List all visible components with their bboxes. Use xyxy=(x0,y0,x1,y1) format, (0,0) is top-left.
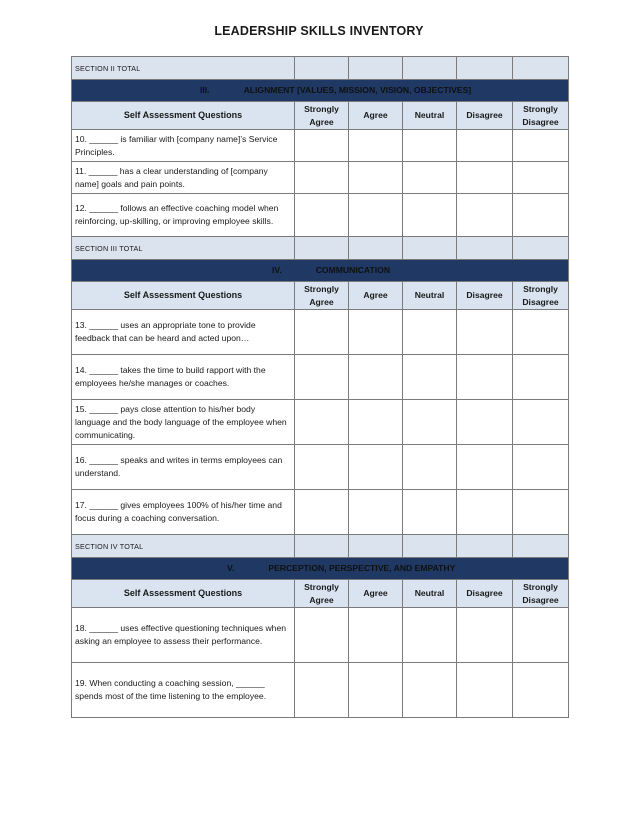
response-strongly-agree[interactable] xyxy=(295,608,349,663)
section-ii-total-row xyxy=(72,57,569,80)
response-disagree[interactable] xyxy=(457,130,513,162)
section-title: PERCEPTION, PERSPECTIVE, AND EMPATHY xyxy=(268,563,456,573)
section-title: ALIGNMENT [VALUES, MISSION, VISION, OBJECTIVES] xyxy=(243,85,472,95)
response-strongly-agree[interactable] xyxy=(295,310,349,355)
response-neutral[interactable] xyxy=(403,608,457,663)
strongly-disagree-header: Strongly Disagree xyxy=(513,282,569,310)
response-agree[interactable] xyxy=(349,162,403,194)
total-cell[interactable] xyxy=(513,535,569,558)
response-neutral[interactable] xyxy=(403,130,457,162)
total-cell[interactable] xyxy=(457,57,513,80)
response-strongly-disagree[interactable] xyxy=(513,608,569,663)
response-disagree[interactable] xyxy=(457,608,513,663)
response-neutral[interactable] xyxy=(403,194,457,237)
response-disagree[interactable] xyxy=(457,490,513,535)
response-agree[interactable] xyxy=(349,608,403,663)
response-strongly-agree[interactable] xyxy=(295,400,349,445)
response-disagree[interactable] xyxy=(457,400,513,445)
total-cell[interactable] xyxy=(295,535,349,558)
disagree-header: Disagree xyxy=(457,282,513,310)
question-text: 19. When conducting a coaching session, ______ spends most of the time listening to the employee. xyxy=(72,663,295,718)
response-strongly-agree[interactable] xyxy=(295,194,349,237)
response-strongly-disagree[interactable] xyxy=(513,400,569,445)
response-strongly-agree[interactable] xyxy=(295,490,349,535)
section-iv-total-row xyxy=(72,535,569,558)
response-neutral[interactable] xyxy=(403,400,457,445)
neutral-header: Neutral xyxy=(403,102,457,130)
question-row-19 xyxy=(72,663,569,718)
question-row-10 xyxy=(72,130,569,162)
response-strongly-disagree[interactable] xyxy=(513,663,569,718)
total-cell[interactable] xyxy=(403,57,457,80)
total-cell[interactable] xyxy=(349,57,403,80)
section-v-band xyxy=(72,558,569,580)
question-row-17 xyxy=(72,490,569,535)
response-strongly-disagree[interactable] xyxy=(513,355,569,400)
question-text: 15. ______ pays close attention to his/her body language and the body language of the employee when communicating. xyxy=(72,400,295,445)
strongly-agree-header: Strongly Agree xyxy=(295,580,349,608)
response-disagree[interactable] xyxy=(457,445,513,490)
skills-inventory-table xyxy=(71,56,569,718)
strongly-agree-header: Strongly Agree xyxy=(295,102,349,130)
section-numeral: IV. xyxy=(272,265,282,275)
section-total-label: SECTION IV TOTAL xyxy=(72,535,295,558)
agree-header: Agree xyxy=(349,282,403,310)
question-row-11 xyxy=(72,162,569,194)
response-disagree[interactable] xyxy=(457,162,513,194)
total-cell[interactable] xyxy=(513,57,569,80)
neutral-header: Neutral xyxy=(403,580,457,608)
column-header-row xyxy=(72,282,569,310)
question-text: 12. ______ follows an effective coaching model when reinforcing, up-skilling, or improving employee skills. xyxy=(72,194,295,237)
section-iv-band xyxy=(72,260,569,282)
question-text: 14. ______ takes the time to build rapport with the employees he/she manages or coaches. xyxy=(72,355,295,400)
response-strongly-disagree[interactable] xyxy=(513,130,569,162)
neutral-header: Neutral xyxy=(403,282,457,310)
question-row-14 xyxy=(72,355,569,400)
questions-column-header: Self Assessment Questions xyxy=(72,282,295,310)
total-cell[interactable] xyxy=(457,535,513,558)
question-text: 10. ______ is familiar with [company name]’s Service Principles. xyxy=(72,130,295,162)
section-iii-total-row xyxy=(72,237,569,260)
response-strongly-agree[interactable] xyxy=(295,355,349,400)
question-row-12 xyxy=(72,194,569,237)
response-strongly-agree[interactable] xyxy=(295,445,349,490)
response-neutral[interactable] xyxy=(403,162,457,194)
question-row-16 xyxy=(72,445,569,490)
questions-column-header: Self Assessment Questions xyxy=(72,102,295,130)
question-row-18 xyxy=(72,608,569,663)
question-text: 16. ______ speaks and writes in terms employees can understand. xyxy=(72,445,295,490)
page-title: LEADERSHIP SKILLS INVENTORY xyxy=(214,24,424,38)
response-strongly-agree[interactable] xyxy=(295,663,349,718)
strongly-disagree-header: Strongly Disagree xyxy=(513,580,569,608)
section-numeral: V. xyxy=(227,563,235,573)
question-row-15 xyxy=(72,400,569,445)
questions-column-header: Self Assessment Questions xyxy=(72,580,295,608)
total-cell[interactable] xyxy=(457,237,513,260)
question-text: 11. ______ has a clear understanding of [company name] goals and pain points. xyxy=(72,162,295,194)
response-disagree[interactable] xyxy=(457,194,513,237)
section-total-label: SECTION II TOTAL xyxy=(72,57,295,80)
response-agree[interactable] xyxy=(349,130,403,162)
question-text: 18. ______ uses effective questioning techniques when asking an employee to assess their performance. xyxy=(72,608,295,663)
response-agree[interactable] xyxy=(349,663,403,718)
response-disagree[interactable] xyxy=(457,355,513,400)
section-iii-band xyxy=(72,80,569,102)
response-neutral[interactable] xyxy=(403,445,457,490)
response-strongly-disagree[interactable] xyxy=(513,310,569,355)
total-cell[interactable] xyxy=(349,535,403,558)
column-header-row xyxy=(72,580,569,608)
disagree-header: Disagree xyxy=(457,580,513,608)
response-agree[interactable] xyxy=(349,355,403,400)
response-neutral[interactable] xyxy=(403,490,457,535)
response-strongly-agree[interactable] xyxy=(295,162,349,194)
total-cell[interactable] xyxy=(295,57,349,80)
agree-header: Agree xyxy=(349,102,403,130)
section-numeral: III. xyxy=(200,85,210,95)
total-cell[interactable] xyxy=(403,237,457,260)
response-strongly-disagree[interactable] xyxy=(513,194,569,237)
total-cell[interactable] xyxy=(349,237,403,260)
section-total-label: SECTION III TOTAL xyxy=(72,237,295,260)
response-strongly-disagree[interactable] xyxy=(513,162,569,194)
total-cell[interactable] xyxy=(403,535,457,558)
response-disagree[interactable] xyxy=(457,310,513,355)
question-text: 17. ______ gives employees 100% of his/her time and focus during a coaching conversation. xyxy=(72,490,295,535)
response-neutral[interactable] xyxy=(403,355,457,400)
response-disagree[interactable] xyxy=(457,663,513,718)
strongly-disagree-header: Strongly Disagree xyxy=(513,102,569,130)
response-strongly-disagree[interactable] xyxy=(513,490,569,535)
response-agree[interactable] xyxy=(349,310,403,355)
agree-header: Agree xyxy=(349,580,403,608)
response-agree[interactable] xyxy=(349,400,403,445)
response-strongly-agree[interactable] xyxy=(295,130,349,162)
disagree-header: Disagree xyxy=(457,102,513,130)
total-cell[interactable] xyxy=(513,237,569,260)
section-title: COMMUNICATION xyxy=(315,265,391,275)
total-cell[interactable] xyxy=(295,237,349,260)
response-agree[interactable] xyxy=(349,445,403,490)
column-header-row xyxy=(72,102,569,130)
question-text: 13. ______ uses an appropriate tone to provide feedback that can be heard and acted upon… xyxy=(72,310,295,355)
response-strongly-disagree[interactable] xyxy=(513,445,569,490)
response-neutral[interactable] xyxy=(403,310,457,355)
response-neutral[interactable] xyxy=(403,663,457,718)
response-agree[interactable] xyxy=(349,490,403,535)
response-agree[interactable] xyxy=(349,194,403,237)
strongly-agree-header: Strongly Agree xyxy=(295,282,349,310)
question-row-13 xyxy=(72,310,569,355)
